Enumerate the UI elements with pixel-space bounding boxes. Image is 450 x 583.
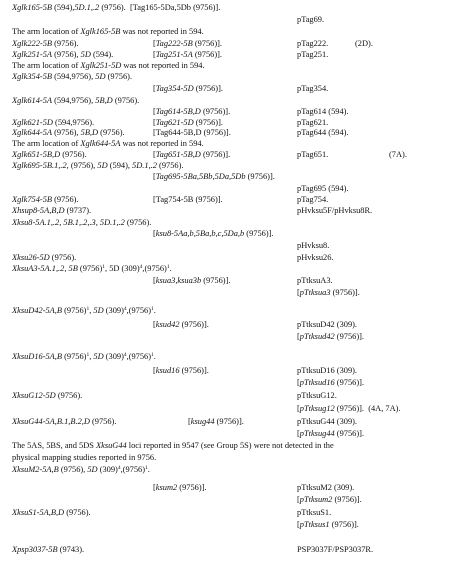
text-segment: (9756), bbox=[58, 465, 88, 474]
text-segment: (9756)]. bbox=[177, 483, 207, 492]
text-segment: (9756). bbox=[60, 150, 87, 159]
text-segment: was not reported in 594. bbox=[120, 27, 204, 36]
text-segment: pTtksuA3. bbox=[297, 276, 333, 285]
text-segment: pTtksuS1. bbox=[297, 508, 332, 517]
text-segment: [ bbox=[188, 417, 191, 426]
text-segment: [ bbox=[153, 172, 156, 181]
gene-symbol: 5D bbox=[95, 72, 106, 81]
gene-symbol: Xglk754-5B bbox=[12, 195, 53, 204]
text-segment: (9756). [Tag165-5Da,5Db (9756)]. bbox=[99, 3, 221, 12]
text-segment: (9756)]. bbox=[332, 495, 362, 504]
text-line bbox=[297, 184, 349, 194]
text-segment: The arm location of bbox=[12, 139, 81, 148]
text-segment: , bbox=[89, 352, 94, 361]
gene-symbol: XksuS1-5A,B,D bbox=[12, 508, 65, 517]
text-line bbox=[297, 150, 328, 160]
text-line bbox=[297, 483, 354, 493]
text-line bbox=[297, 508, 331, 518]
footnote-marker: 1 bbox=[166, 264, 170, 270]
gene-symbol: XksuG12-5D bbox=[12, 391, 56, 400]
text-line bbox=[297, 417, 357, 427]
text-segment: was not reported in 594. bbox=[121, 61, 205, 70]
text-line bbox=[297, 50, 328, 60]
text-line bbox=[153, 320, 209, 330]
gene-symbol: Xglk644-5A bbox=[80, 139, 121, 148]
text-segment: (9756) bbox=[77, 264, 103, 273]
text-segment: (9756)]. bbox=[245, 172, 275, 181]
footnote-marker: 4 bbox=[139, 264, 143, 270]
text-segment: (309) bbox=[97, 465, 118, 474]
footnote-marker: 1 bbox=[86, 306, 90, 312]
text-segment: (594). bbox=[90, 50, 114, 59]
text-segment: (9756)]. bbox=[192, 39, 223, 48]
text-segment: ,(9756) bbox=[126, 352, 152, 361]
text-segment: pTtksuM2 (309). bbox=[297, 483, 355, 492]
gene-symbol: XksuM2-5A,B bbox=[12, 465, 59, 474]
text-segment: (9756)]. bbox=[334, 378, 365, 387]
text-line bbox=[153, 229, 274, 239]
text-line bbox=[297, 118, 328, 128]
gene-symbol: XksuG44-5A,B.1,B.2,D bbox=[12, 417, 90, 426]
gene-symbol: pTtksud16 bbox=[299, 378, 335, 387]
text-line bbox=[297, 404, 401, 414]
text-line bbox=[12, 27, 204, 37]
gene-symbol: XksuG44 bbox=[96, 441, 127, 450]
text-segment: pTag69. bbox=[297, 15, 325, 24]
gene-symbol: Xglk251-5A bbox=[12, 50, 53, 59]
text-line bbox=[153, 118, 223, 128]
text-segment: loci reported in 9547 (see Group 5S) were not detected in the bbox=[126, 441, 334, 450]
text-segment: (9737). bbox=[64, 206, 92, 215]
gene-symbol: Tag251-5A bbox=[155, 50, 193, 59]
text-segment: (7A). bbox=[389, 150, 407, 159]
text-segment: was not reported in 594. bbox=[120, 139, 204, 148]
text-line bbox=[297, 107, 349, 117]
gene-symbol: pTtksum2 bbox=[299, 495, 333, 504]
text-line bbox=[153, 195, 223, 205]
footnote-marker: 1 bbox=[86, 352, 90, 358]
text-segment: PSP3037F/PSP3037R. bbox=[297, 545, 374, 554]
text-line bbox=[12, 206, 91, 216]
text-line bbox=[297, 288, 360, 298]
gene-symbol: Xglk222-5B bbox=[12, 39, 53, 48]
text-line bbox=[153, 150, 230, 160]
text-segment: [ bbox=[297, 495, 300, 504]
text-line bbox=[12, 161, 183, 171]
text-line bbox=[12, 508, 91, 518]
gene-symbol: XksuA3-5A.1,.2, 5B bbox=[12, 264, 78, 273]
text-line bbox=[12, 453, 156, 463]
text-line bbox=[153, 39, 222, 49]
gene-symbol: ksug44 bbox=[190, 417, 215, 426]
text-line bbox=[12, 96, 139, 106]
text-segment: (594), bbox=[107, 161, 133, 170]
text-segment: (9756)]. (4A, 7A). bbox=[334, 404, 401, 413]
gene-symbol: Xglk165-5B bbox=[80, 27, 121, 36]
text-segment: (9756). bbox=[89, 417, 117, 426]
text-segment: pTtksuG44 (309). bbox=[297, 417, 358, 426]
gene-symbol: Xglk651-5B,D bbox=[12, 150, 61, 159]
text-segment: pTtksuD42 (309). bbox=[297, 320, 358, 329]
text-segment: (9756). bbox=[124, 218, 152, 227]
text-segment: [ bbox=[153, 229, 156, 238]
gene-symbol: 5D bbox=[93, 352, 104, 361]
text-segment: [ bbox=[297, 520, 300, 529]
text-line bbox=[297, 332, 364, 342]
text-line bbox=[12, 352, 156, 362]
gene-symbol: XksuD16-5A,B bbox=[12, 352, 63, 361]
gene-symbol: Xglk165-5B bbox=[12, 3, 53, 12]
text-line bbox=[12, 417, 116, 427]
text-line bbox=[297, 195, 328, 205]
gene-symbol: 5D bbox=[97, 161, 108, 170]
text-line bbox=[12, 253, 76, 263]
text-segment: , 5D (309) bbox=[105, 264, 140, 273]
gene-symbol: Xglk251-5D bbox=[80, 61, 122, 70]
gene-symbol: ksua3,ksua3b bbox=[155, 276, 202, 285]
text-line bbox=[12, 128, 125, 138]
text-segment: [Tag754-5B (9756)]. bbox=[153, 195, 223, 204]
text-segment: [ bbox=[153, 84, 156, 93]
gene-symbol: Tag614-5B,D bbox=[155, 107, 201, 116]
text-line bbox=[297, 206, 372, 216]
text-segment: (9756)]. bbox=[200, 107, 231, 116]
gene-symbol: Tag651-5B,D bbox=[155, 150, 201, 159]
text-line bbox=[12, 264, 172, 274]
text-line bbox=[12, 118, 94, 128]
text-segment: [ bbox=[297, 429, 300, 438]
gene-symbol: 5D bbox=[93, 306, 104, 315]
text-line bbox=[12, 3, 220, 13]
text-segment: pTag614 (594). bbox=[297, 107, 349, 116]
text-segment: [ bbox=[153, 320, 156, 329]
gene-symbol: Tag621-5D bbox=[155, 118, 194, 127]
text-segment: (9756)]. bbox=[201, 276, 231, 285]
gene-symbol: ksum2 bbox=[155, 483, 178, 492]
text-segment: (9756)]. bbox=[214, 417, 244, 426]
text-segment: The arm location of bbox=[12, 61, 81, 70]
footnote-marker: 4 bbox=[123, 306, 127, 312]
text-segment: (9756). bbox=[52, 39, 79, 48]
text-line bbox=[297, 253, 334, 263]
text-line bbox=[297, 391, 337, 401]
text-segment: . bbox=[147, 465, 150, 474]
text-segment: [ bbox=[297, 288, 300, 297]
text-segment: ,(9756) bbox=[126, 306, 152, 315]
text-line bbox=[297, 84, 328, 94]
text-segment: pHvksu26. bbox=[297, 253, 334, 262]
text-segment: (9743). bbox=[57, 545, 85, 554]
gene-symbol: ksu8-5Aa,b,5Ba,b,c,5Da,b bbox=[155, 229, 245, 238]
text-line bbox=[153, 366, 209, 376]
text-segment: (594,9756), bbox=[52, 72, 96, 81]
text-segment: pTag621. bbox=[297, 118, 329, 127]
text-segment: (2D). bbox=[355, 39, 373, 48]
text-segment: [ bbox=[153, 107, 156, 116]
gene-symbol: Xpsp3037-5B bbox=[12, 545, 58, 554]
text-line bbox=[153, 128, 231, 138]
text-segment: [ bbox=[153, 50, 156, 59]
gene-symbol: Tag222-5B bbox=[155, 39, 193, 48]
text-segment: (9756)]. bbox=[179, 320, 209, 329]
text-segment: , (9756), bbox=[66, 161, 98, 170]
text-line bbox=[297, 241, 329, 251]
footnote-marker: 1 bbox=[102, 264, 105, 270]
gene-symbol: pTtksud42 bbox=[299, 332, 335, 341]
text-segment: (9756) bbox=[62, 306, 87, 315]
text-segment: pTtksuG12. bbox=[297, 391, 337, 400]
text-line bbox=[153, 276, 230, 286]
text-line bbox=[153, 50, 222, 60]
text-segment: (9756)]. bbox=[329, 520, 359, 529]
footnote-marker: 4 bbox=[123, 352, 127, 358]
text-line bbox=[153, 172, 275, 182]
gene-symbol: 5D.1,.2 bbox=[132, 161, 157, 170]
text-line bbox=[297, 366, 357, 376]
gene-symbol: ksud16 bbox=[155, 366, 180, 375]
text-segment: (9756). bbox=[49, 253, 77, 262]
text-segment: pHvksu8. bbox=[297, 241, 330, 250]
text-line bbox=[297, 39, 328, 49]
text-segment: (9756)]. bbox=[200, 150, 231, 159]
text-line bbox=[188, 417, 244, 427]
text-segment: (9756)]. bbox=[192, 50, 223, 59]
text-line bbox=[389, 150, 407, 160]
text-segment: ,(9756) bbox=[142, 264, 167, 273]
gene-symbol: Tag695-5Ba,5Bb,5Da,5Db bbox=[155, 172, 246, 181]
text-segment: [ bbox=[153, 483, 156, 492]
gene-symbol: Xglk695-5B.1,.2 bbox=[12, 161, 67, 170]
text-line bbox=[12, 545, 84, 555]
gene-symbol: 5B,D bbox=[95, 96, 113, 105]
footnote-marker: 1 bbox=[145, 465, 148, 471]
gene-symbol: Xksu26-5D bbox=[12, 253, 50, 262]
text-segment: (9756)]. bbox=[193, 84, 223, 93]
text-segment: (9756)]. bbox=[193, 118, 223, 127]
text-line bbox=[12, 195, 79, 205]
text-line bbox=[12, 218, 151, 228]
text-segment: [ bbox=[153, 366, 156, 375]
text-segment: (9756)]. bbox=[179, 366, 209, 375]
text-line bbox=[12, 139, 204, 149]
footnote-marker: 1 bbox=[151, 352, 154, 358]
text-line bbox=[12, 441, 334, 451]
text-segment: . bbox=[153, 306, 156, 315]
gene-symbol: Xglk354-5B bbox=[12, 72, 53, 81]
gene-symbol: pTtksug44 bbox=[299, 429, 335, 438]
text-line bbox=[297, 495, 362, 505]
text-segment: pTag651. bbox=[297, 150, 329, 159]
text-segment: pTag251. bbox=[297, 50, 329, 59]
text-segment: (9756). bbox=[112, 96, 140, 105]
text-segment: pTag222. bbox=[297, 39, 329, 48]
text-segment: [ bbox=[297, 404, 300, 413]
gene-symbol: 5B,D bbox=[80, 128, 99, 137]
text-segment: The 5AS, 5BS, and 5DS bbox=[12, 441, 96, 450]
text-line bbox=[297, 15, 324, 25]
gene-symbol: ksud42 bbox=[155, 320, 180, 329]
text-line bbox=[153, 84, 223, 94]
text-segment: (9756). bbox=[55, 391, 83, 400]
text-segment: [ bbox=[153, 150, 156, 159]
gene-symbol: pTtksua3 bbox=[299, 288, 331, 297]
text-segment: [Tag644-5B,D (9756)]. bbox=[153, 128, 231, 137]
text-segment: pHvksu5F/pHvksu8R. bbox=[297, 206, 373, 215]
text-line bbox=[12, 50, 113, 60]
text-line bbox=[12, 61, 205, 71]
text-segment: (594,9756), bbox=[52, 96, 96, 105]
text-segment: [ bbox=[297, 332, 300, 341]
text-segment: (9756) bbox=[62, 352, 87, 361]
text-line bbox=[12, 306, 156, 316]
gene-symbol: Xhsup8-5A,B,D bbox=[12, 206, 65, 215]
text-segment: [ bbox=[153, 276, 156, 285]
text-line bbox=[297, 128, 349, 138]
text-segment: (309) bbox=[103, 306, 124, 315]
gene-symbol: XksuD42-5A,B bbox=[12, 306, 63, 315]
text-segment: pTag695 (594). bbox=[297, 184, 349, 193]
text-line bbox=[297, 378, 364, 388]
gene-symbol: 5D bbox=[87, 465, 98, 474]
gene-symbol: Tag354-5D bbox=[155, 84, 194, 93]
text-segment: pTag754. bbox=[297, 195, 329, 204]
text-line bbox=[12, 72, 132, 82]
text-segment: (9756), bbox=[52, 50, 81, 59]
text-segment: (9756)]. bbox=[334, 429, 365, 438]
text-line bbox=[297, 429, 364, 439]
text-segment: (9756). bbox=[64, 508, 91, 517]
text-segment: (9756). bbox=[98, 128, 125, 137]
gene-symbol: 5D bbox=[80, 50, 91, 59]
text-line bbox=[153, 483, 207, 493]
text-segment: physical mapping studies reported in 9756. bbox=[12, 453, 157, 462]
text-segment: The arm location of bbox=[12, 27, 81, 36]
text-line bbox=[297, 276, 333, 286]
text-segment: (9756)]. bbox=[334, 332, 365, 341]
text-segment: . bbox=[169, 264, 172, 273]
text-segment: [ bbox=[153, 39, 156, 48]
text-line bbox=[297, 320, 357, 330]
text-segment: pTag644 (594). bbox=[297, 128, 349, 137]
text-segment: (9756)]. bbox=[330, 288, 360, 297]
text-segment: (9756), bbox=[52, 128, 81, 137]
text-line bbox=[12, 150, 87, 160]
text-line bbox=[355, 39, 373, 49]
gene-symbol: pTtksug12 bbox=[299, 404, 335, 413]
gene-symbol: pTtksus1 bbox=[299, 520, 330, 529]
text-segment: (594,9756). bbox=[52, 118, 95, 127]
text-segment: , bbox=[89, 306, 94, 315]
gene-symbol: Xglk644-5A bbox=[12, 128, 53, 137]
text-segment: pTtksuD16 (309). bbox=[297, 366, 358, 375]
text-segment: ,(9756) bbox=[120, 465, 146, 474]
text-line bbox=[153, 107, 230, 117]
text-segment: (9756)]. bbox=[244, 229, 274, 238]
text-line bbox=[12, 465, 150, 475]
text-segment: (309) bbox=[103, 352, 124, 361]
text-segment: (9756). bbox=[52, 195, 79, 204]
gene-symbol: 5D.1,.2 bbox=[74, 3, 100, 12]
gene-symbol: Xglk621-5D bbox=[12, 118, 53, 127]
text-line bbox=[12, 39, 79, 49]
gene-symbol: Xksu8-5A.1,.2, 5B.1,.2,.3, 5D.1,.2 bbox=[12, 218, 125, 227]
text-segment: (9756). bbox=[105, 72, 133, 81]
text-segment: pTag354. bbox=[297, 84, 329, 93]
text-segment: [ bbox=[153, 118, 156, 127]
text-line bbox=[297, 520, 359, 530]
text-line bbox=[297, 545, 373, 555]
gene-symbol: Xglk614-5A bbox=[12, 96, 53, 105]
text-segment: (9756). bbox=[156, 161, 184, 170]
text-segment: (594), bbox=[52, 3, 75, 12]
text-segment: . bbox=[153, 352, 156, 361]
footnote-marker: 4 bbox=[117, 465, 121, 471]
footnote-marker: 1 bbox=[151, 306, 154, 312]
text-segment: [ bbox=[297, 378, 300, 387]
text-line bbox=[12, 391, 82, 401]
